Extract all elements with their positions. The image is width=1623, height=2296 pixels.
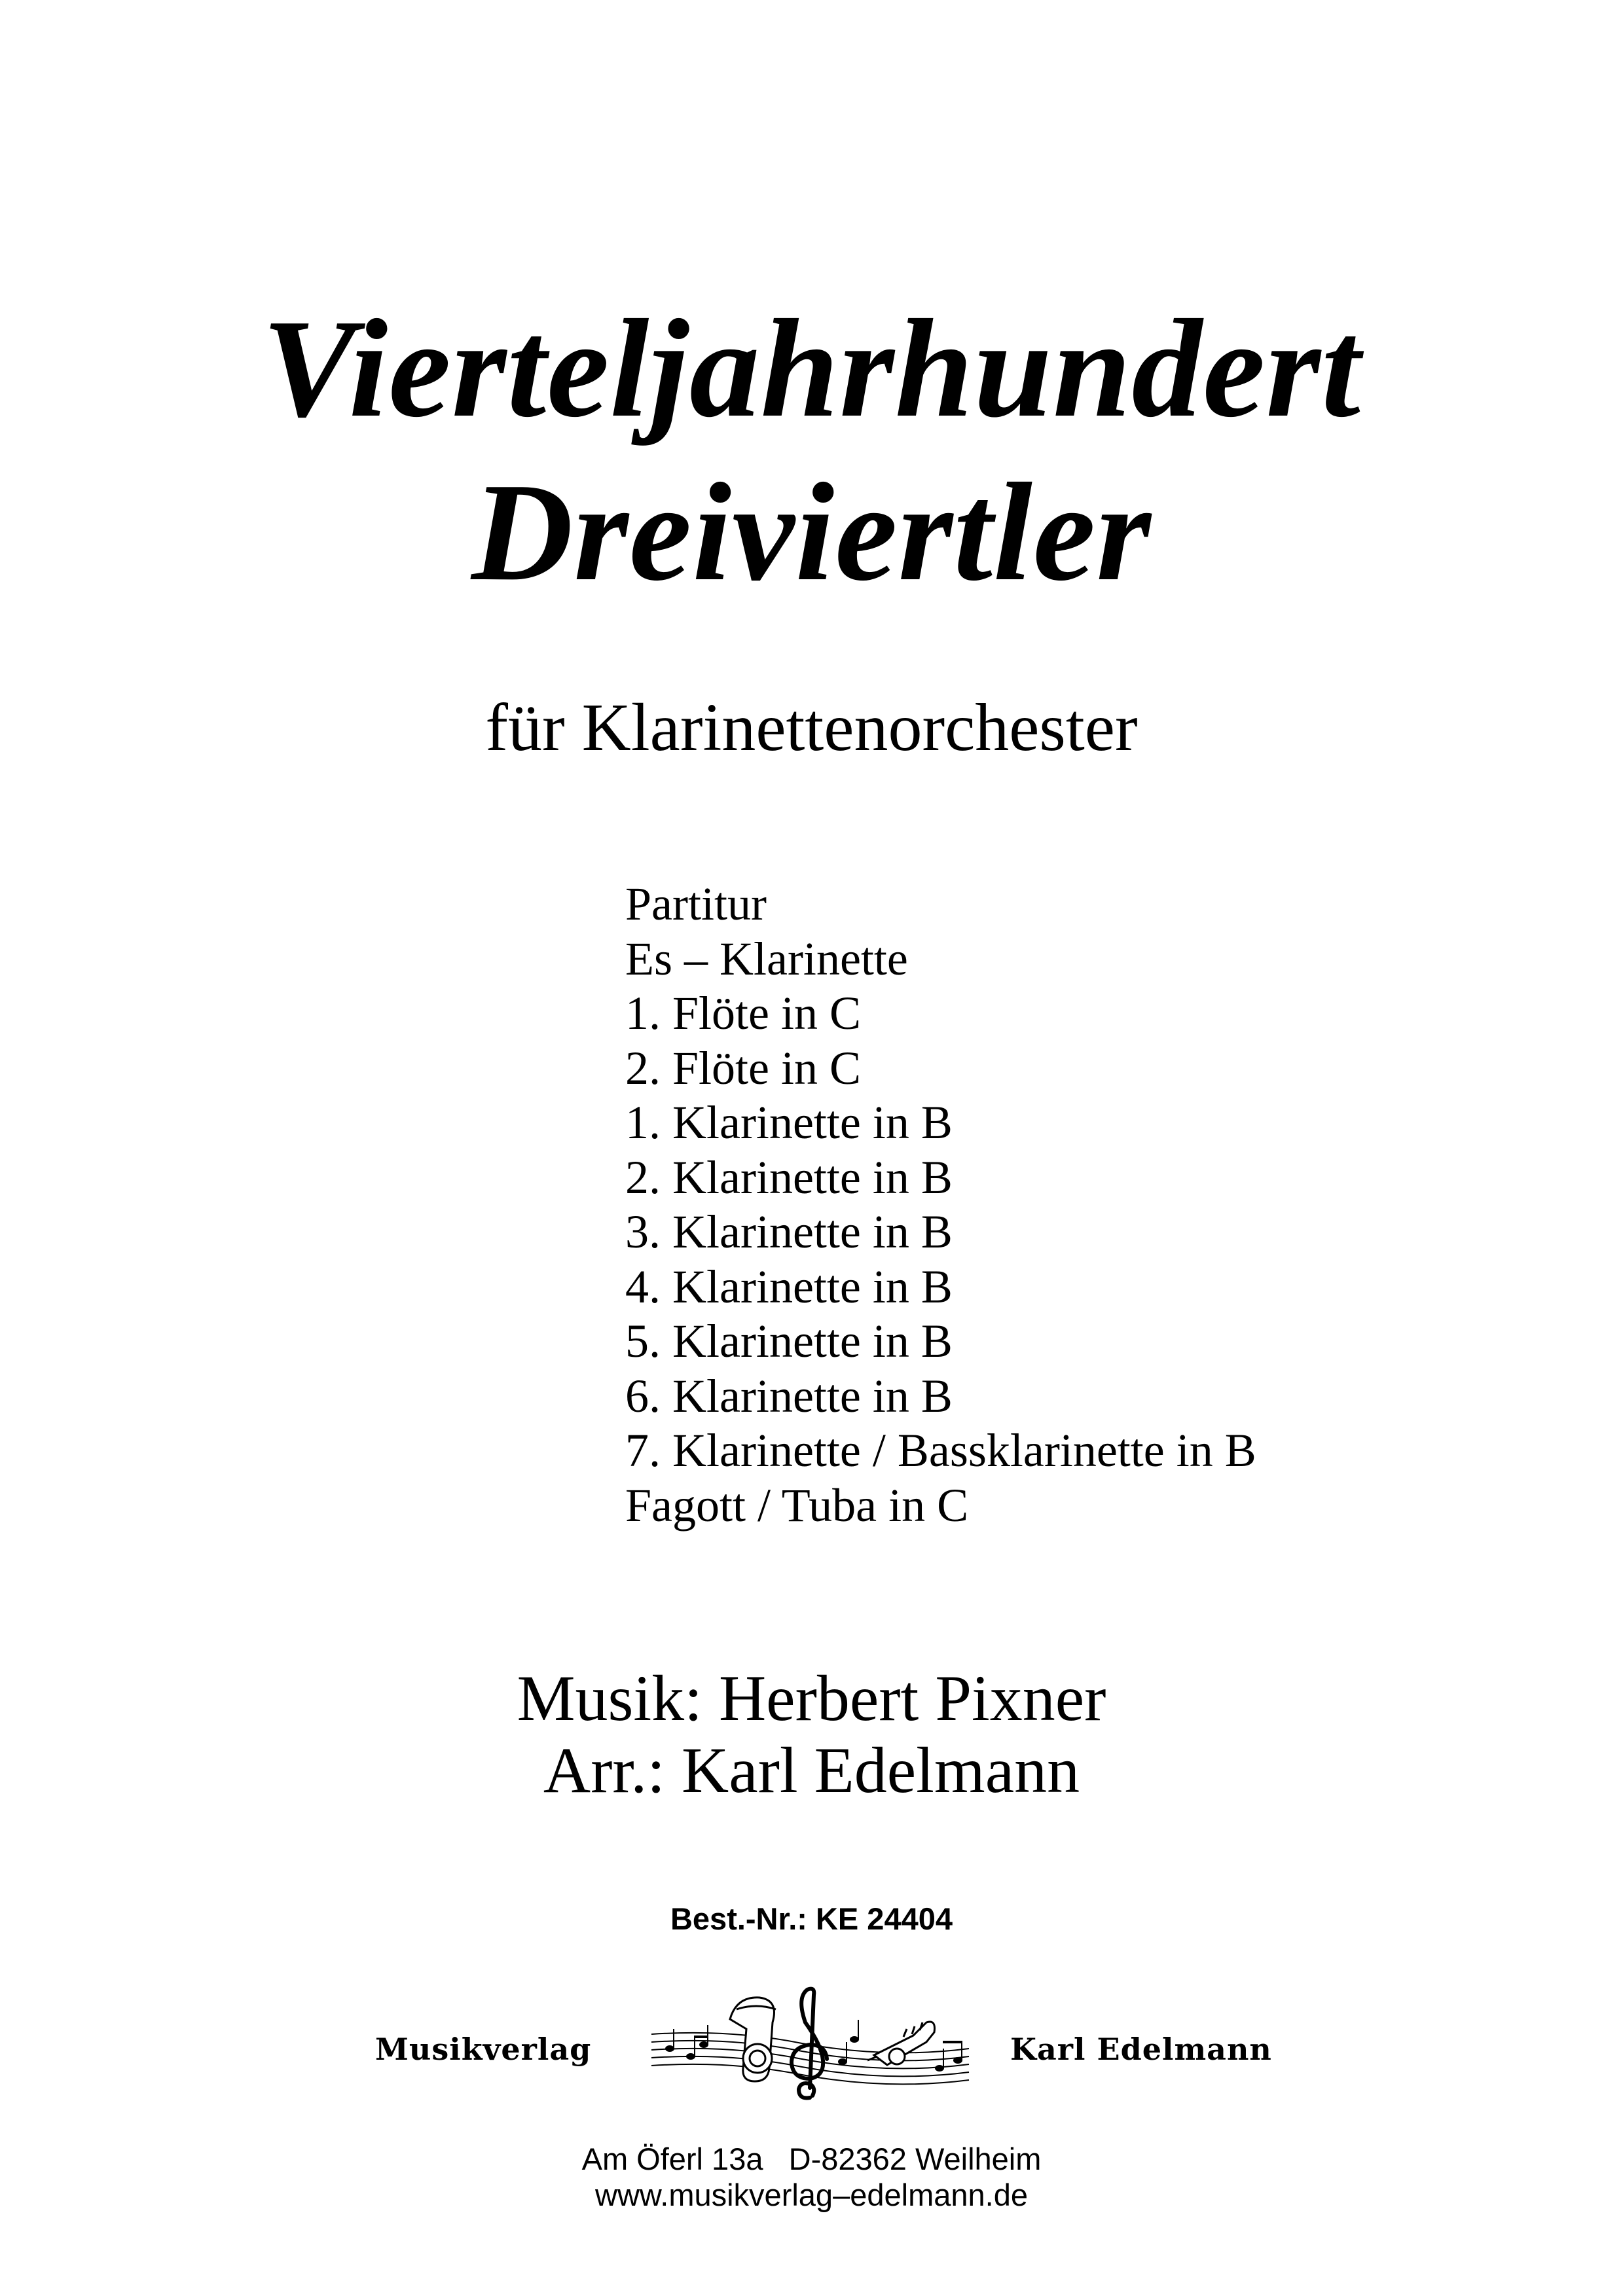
part-item: 4. Klarinette in B (625, 1260, 953, 1313)
order-number: Best.-Nr.: KE 24404 (670, 1901, 953, 1936)
parts-list (625, 877, 1256, 1533)
address-line: Am Öferl 13a D-82362 Weilheim (581, 2142, 1042, 2176)
publisher-name-left: Musikverlag (375, 2032, 592, 2067)
part-item: 7. Klarinette / Bassklarinette in B (625, 1424, 1256, 1477)
part-item: 6. Klarinette in B (625, 1369, 953, 1422)
part-item: 1. Klarinette in B (625, 1096, 953, 1149)
website-line: www.musikverlag–edelmann.de (595, 2178, 1028, 2212)
publisher-name-right: Karl Edelmann (1010, 2032, 1272, 2067)
part-item: 3. Klarinette in B (625, 1206, 953, 1258)
title-line-2: Dreiviertler (471, 454, 1152, 610)
part-item: 5. Klarinette in B (625, 1315, 953, 1367)
subtitle: für Klarinettenorchester (485, 690, 1138, 765)
part-item: 2. Klarinette in B (625, 1151, 953, 1204)
part-item: Fagott / Tuba in C (625, 1479, 969, 1532)
title-line-1: Vierteljahrhundert (262, 290, 1361, 446)
part-item: 1. Flöte in C (625, 987, 862, 1039)
part-item: Partitur (625, 878, 767, 930)
arranger-credit: Arr.: Karl Edelmann (543, 1734, 1080, 1806)
part-item: 2. Flöte in C (625, 1041, 862, 1094)
treble-clef-instruments-logo (638, 1983, 979, 2108)
part-item: Es – Klarinette (625, 932, 908, 985)
composer-credit: Musik: Herbert Pixner (517, 1662, 1106, 1734)
